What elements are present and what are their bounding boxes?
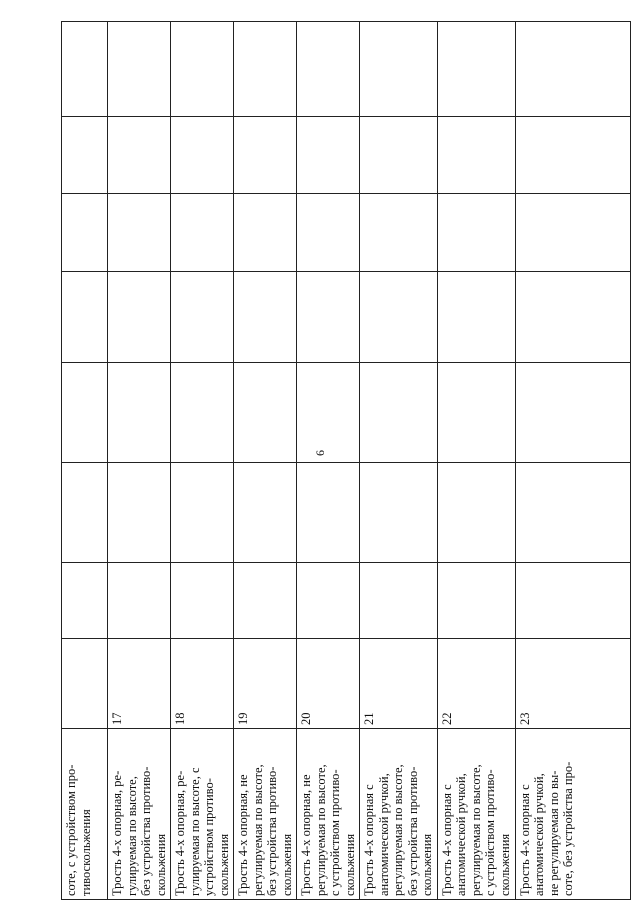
item-number-cell: 20 xyxy=(297,639,360,729)
empty-cell xyxy=(515,22,630,117)
empty-cell xyxy=(437,272,515,363)
page-number: 6 xyxy=(313,450,327,456)
item-name-cell: Трость 4-х опорная, ре- гулируемая по высоте, с устройством противо- скольжения xyxy=(171,729,234,900)
empty-cell xyxy=(515,272,630,363)
table-row xyxy=(62,22,108,900)
item-number-cell: 18 xyxy=(171,639,234,729)
empty-cell xyxy=(437,194,515,272)
empty-cell xyxy=(360,194,438,272)
empty-cell xyxy=(62,463,108,563)
empty-cell xyxy=(234,194,297,272)
data-table xyxy=(61,21,631,900)
empty-cell xyxy=(171,563,234,639)
empty-cell xyxy=(171,22,234,117)
empty-cell xyxy=(234,563,297,639)
empty-cell xyxy=(437,22,515,117)
empty-cell xyxy=(297,463,360,563)
item-number-cell xyxy=(62,639,108,729)
empty-cell xyxy=(234,272,297,363)
empty-cell xyxy=(297,22,360,117)
empty-cell xyxy=(62,194,108,272)
empty-cell xyxy=(62,272,108,363)
table-row xyxy=(108,22,171,900)
table-container xyxy=(61,22,615,900)
empty-cell xyxy=(234,363,297,463)
empty-cell xyxy=(62,563,108,639)
item-name-cell: Трость 4-х опорная, не регулируемая по высоте, без устройства противо- скольжения xyxy=(234,729,297,900)
table-row xyxy=(234,22,297,900)
table-row xyxy=(171,22,234,900)
empty-cell xyxy=(360,563,438,639)
empty-cell xyxy=(108,463,171,563)
empty-cell xyxy=(515,117,630,194)
table-body xyxy=(62,22,631,900)
empty-cell xyxy=(515,463,630,563)
table-row xyxy=(360,22,438,900)
item-name-cell: Трость 4-х опорная с анатомической ручкой, не регулируемая по вы- соте, без устройства про- xyxy=(515,729,630,900)
item-number-cell: 23 xyxy=(515,639,630,729)
empty-cell xyxy=(437,463,515,563)
empty-cell xyxy=(108,194,171,272)
empty-cell xyxy=(437,117,515,194)
empty-cell xyxy=(108,22,171,117)
empty-cell xyxy=(171,117,234,194)
item-number-cell: 17 xyxy=(108,639,171,729)
empty-cell xyxy=(62,363,108,463)
empty-cell xyxy=(360,272,438,363)
empty-cell xyxy=(171,272,234,363)
item-name-cell: Трость 4-х опорная с анатомической ручкой, регулируемая по высоте, без устройства противо- скольжения xyxy=(360,729,438,900)
item-number-cell: 22 xyxy=(437,639,515,729)
empty-cell xyxy=(171,463,234,563)
empty-cell xyxy=(297,272,360,363)
empty-cell xyxy=(171,363,234,463)
empty-cell xyxy=(108,272,171,363)
empty-cell xyxy=(360,363,438,463)
item-number-cell: 19 xyxy=(234,639,297,729)
empty-cell xyxy=(171,194,234,272)
item-name-cell: Трость 4-х опорная с анатомической ручкой, регулируемая по высоте, с устройством противо- скольжения xyxy=(437,729,515,900)
empty-cell xyxy=(297,563,360,639)
empty-cell xyxy=(360,463,438,563)
table-row xyxy=(515,22,630,900)
empty-cell xyxy=(234,22,297,117)
empty-cell xyxy=(108,363,171,463)
item-name-cell: Трость 4-х опорная, ре- гулируемая по высоте, без устройства противо- скольжения xyxy=(108,729,171,900)
empty-cell xyxy=(234,463,297,563)
empty-cell xyxy=(234,117,297,194)
empty-cell xyxy=(437,563,515,639)
empty-cell xyxy=(297,117,360,194)
table-row xyxy=(297,22,360,900)
empty-cell xyxy=(108,117,171,194)
empty-cell xyxy=(515,563,630,639)
empty-cell xyxy=(515,363,630,463)
empty-cell xyxy=(62,22,108,117)
table-row xyxy=(437,22,515,900)
empty-cell xyxy=(437,363,515,463)
item-number-cell: 21 xyxy=(360,639,438,729)
item-name-cell: Трость 4-х опорная, не регулируемая по высоте, с устройством противо- скольжения xyxy=(297,729,360,900)
item-name-cell: соте, с устройством про- тивоскольжения xyxy=(62,729,108,900)
empty-cell xyxy=(515,194,630,272)
empty-cell xyxy=(62,117,108,194)
empty-cell xyxy=(360,117,438,194)
empty-cell xyxy=(108,563,171,639)
empty-cell xyxy=(297,363,360,463)
empty-cell xyxy=(297,194,360,272)
empty-cell xyxy=(360,22,438,117)
